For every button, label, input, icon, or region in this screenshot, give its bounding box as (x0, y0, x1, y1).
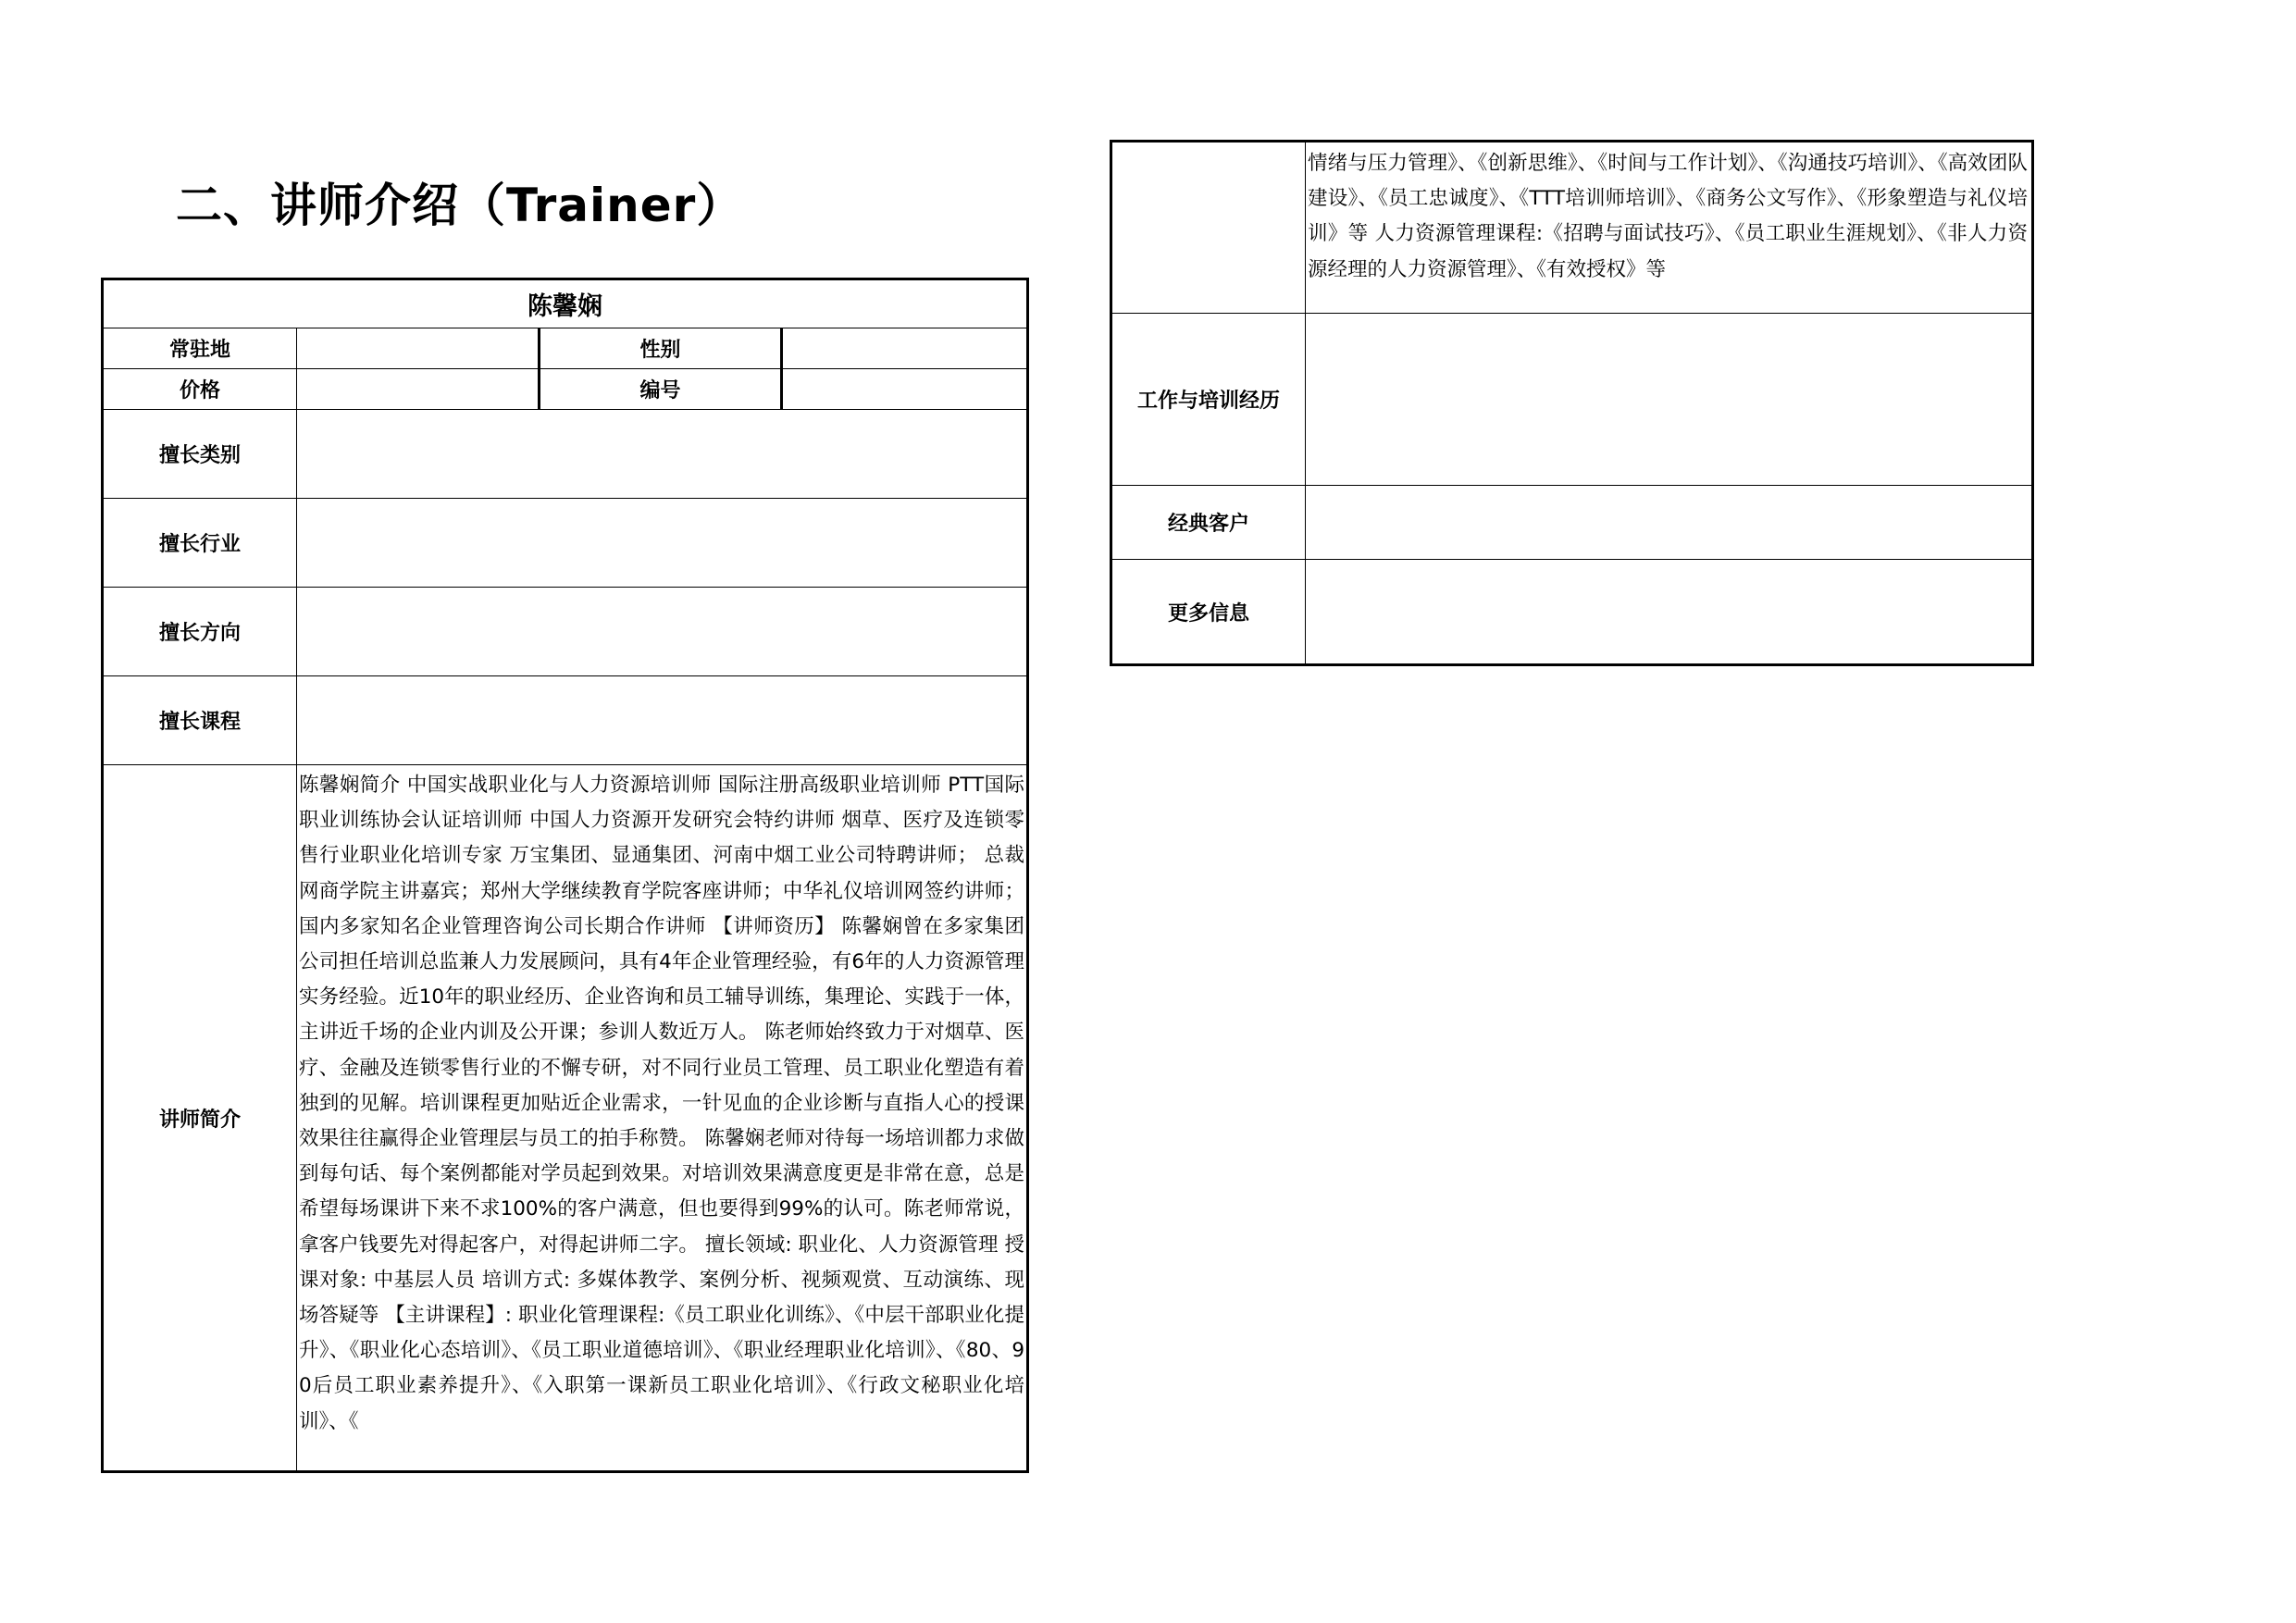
courses-value[interactable] (297, 676, 1028, 765)
trainer-name: 陈馨娴 (103, 279, 1028, 328)
bio-continued-text: 情绪与压力管理》、《创新思维》、《时间与工作计划》、《沟通技巧培训》、《高效团队建设》、《员工忠诚度》、《TTT培训师培训》、《商务公文写作》、《形象塑造与礼仪培训》等 人力资源管理课程:《招聘与面试技巧》、《员工职业生涯规划》、《非人力资源经理的人力资源管理》、《有效授权》等 (1308, 152, 2028, 281)
category-label: 擅长类别 (103, 410, 297, 499)
section-title: 二、讲师介绍（Trainer） (176, 179, 744, 232)
bio-continued-cell (1306, 142, 2033, 314)
clients-label: 经典客户 (1111, 486, 1306, 560)
direction-value[interactable] (297, 588, 1028, 676)
bio-label: 讲师简介 (103, 765, 297, 1472)
price-label: 价格 (103, 369, 297, 410)
clients-value[interactable] (1306, 486, 2033, 560)
more-info-label: 更多信息 (1111, 560, 1306, 665)
trainer-info-table (101, 278, 1029, 1473)
location-value[interactable] (297, 328, 540, 369)
location-label: 常驻地 (103, 328, 297, 369)
price-value[interactable] (297, 369, 540, 410)
industry-label: 擅长行业 (103, 499, 297, 588)
category-value[interactable] (297, 410, 1028, 499)
number-value[interactable] (782, 369, 1028, 410)
courses-label: 擅长课程 (103, 676, 297, 765)
number-label: 编号 (540, 369, 782, 410)
direction-label: 擅长方向 (103, 588, 297, 676)
bio-cell (297, 765, 1028, 1472)
more-info-value[interactable] (1306, 560, 2033, 665)
experience-label: 工作与培训经历 (1111, 314, 1306, 486)
gender-value[interactable] (782, 328, 1028, 369)
continued-label-cell (1111, 142, 1306, 314)
industry-value[interactable] (297, 499, 1028, 588)
trainer-info-table-continued (1110, 140, 2034, 666)
bio-text: 陈馨娴简介 中国实战职业化与人力资源培训师 国际注册高级职业培训师 PTT国际职业训练协会认证培训师 中国人力资源开发研究会特约讲师 烟草、医疗及连锁零售行业职业化培训专家 万宝集团、显通集团、河南中烟工业公司特聘讲师； 总裁网商学院主讲嘉宾；郑州大学继续教育学院客座讲师；中华礼仪培训网签约讲师；国内多家知名企业管理咨询公司长期合作讲师 【讲师资历】 陈馨娴曾在多家集团公司担任培训总监兼人力发展顾问，具有4年企业管理经验，有6年的人力资源管理实务经验。近10年的职业经历、企业咨询和员工辅导训练，集理论、实践于一体，主讲近千场的企业内训及公开课；参训人数近万人。 陈老师始终致力于对烟草、医疗、金融及连锁零售行业的不懈专研，对不同行业员工管理、员工职业化塑造有着独到的见解。培训课程更加贴近企业需求，一针见血的企业诊断与直指人心的授课效果往往赢得企业管理层与员工的拍手称赞。 陈馨娴老师对待每一场培训都力求做到每句话、每个案例都能对学员起到效果。对培训效果满意度更是非常在意，总是希望每场课讲下来不求100%的客户满意，但也要得到99%的认可。陈老师常说，拿客户钱要先对得起客户，对得起讲师二字。 擅长领域: 职业化、人力资源管理 授课对象: 中基层人员 培训方式: 多媒体教学、案例分析、视频观赏、互动演练、现场答疑等 【主讲课程】: 职业化管理课程:《员工职业化训练》、《中层干部职业化提升》、《职业化心态培训》、《员工职业道德培训》、《职业经理职业化培训》、《80、90后员工职业素养提升》、《入职第一课新员工职业化培训》、《行政文秘职业化培训》、《 (299, 774, 1024, 1433)
gender-label: 性别 (540, 328, 782, 369)
experience-value[interactable] (1306, 314, 2033, 486)
